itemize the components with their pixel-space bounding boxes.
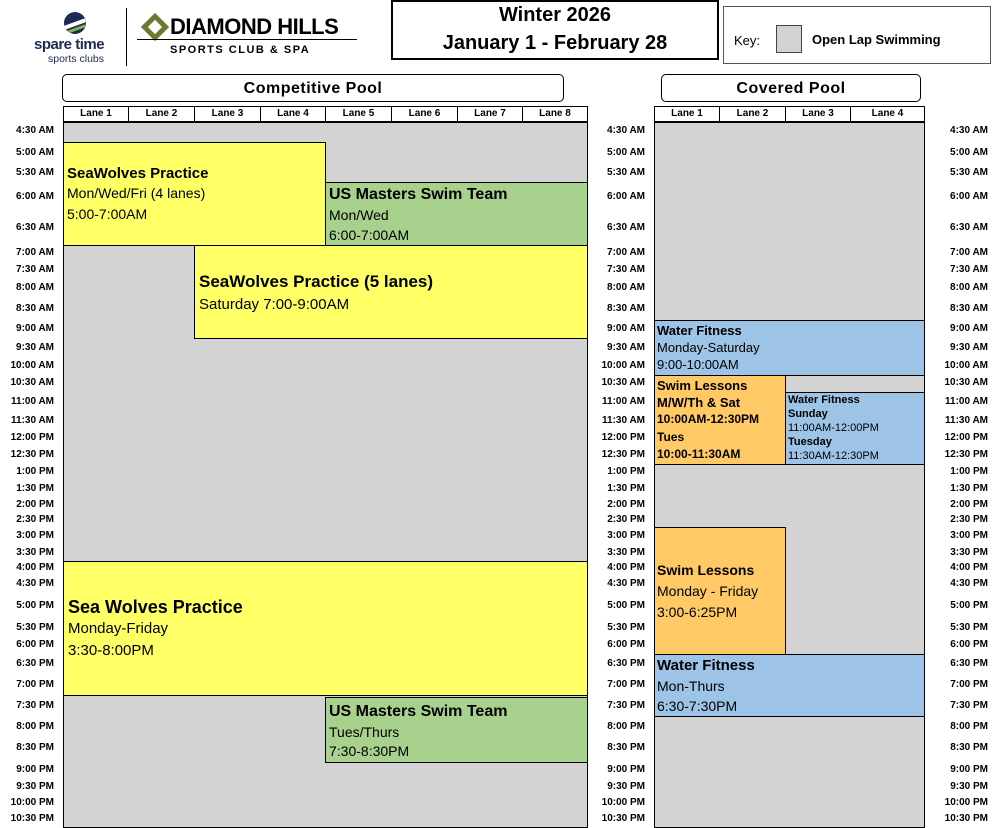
time-label: 7:30 PM <box>950 700 988 711</box>
key-label: Key: <box>734 33 761 48</box>
time-label: 9:00 PM <box>950 764 988 775</box>
time-label: 6:00 PM <box>607 639 645 650</box>
time-label: 4:00 PM <box>16 562 54 573</box>
time-label: 9:30 PM <box>607 781 645 792</box>
time-label: 4:00 PM <box>950 562 988 573</box>
event-seawolves-saturday <box>194 245 588 339</box>
time-label: 6:30 PM <box>950 658 988 669</box>
event-title: US Masters Swim Team <box>329 186 508 203</box>
time-label: 8:00 AM <box>607 282 645 293</box>
spare-time-logo <box>26 8 126 68</box>
time-label: 8:00 PM <box>950 721 988 732</box>
event-line: Sunday <box>788 408 828 420</box>
time-label: 3:00 PM <box>16 530 54 541</box>
event-days: Monday - Friday <box>657 583 759 599</box>
time-label: 7:00 PM <box>607 679 645 690</box>
time-label: 10:00 PM <box>10 797 54 808</box>
time-label: 8:30 AM <box>16 303 54 314</box>
time-label: 10:30 AM <box>601 377 645 388</box>
time-label: 10:30 AM <box>944 377 988 388</box>
event-title: SeaWolves Practice <box>67 165 209 182</box>
time-label: 4:30 PM <box>607 578 645 589</box>
event-swim-lessons-afternoon <box>654 527 786 655</box>
season-box <box>391 0 719 60</box>
time-label: 4:30 PM <box>950 578 988 589</box>
event-swim-lessons-morning <box>654 375 786 465</box>
time-label: 6:30 PM <box>16 658 54 669</box>
event-title: Sea Wolves Practice <box>68 597 243 617</box>
event-masters-evening <box>325 697 588 763</box>
time-label: 12:00 PM <box>10 432 54 443</box>
time-label: 7:00 AM <box>950 247 988 258</box>
event-days: Mon-Thurs <box>657 678 725 694</box>
diamond-hills-logo-icon <box>141 13 169 41</box>
spare-time-logo-icon <box>64 12 86 34</box>
time-label: 2:00 PM <box>16 499 54 510</box>
time-label: 12:00 PM <box>601 432 645 443</box>
time-label: 2:00 PM <box>950 499 988 510</box>
event-time: 5:00-7:00AM <box>67 206 148 222</box>
competitive-pool-title: Competitive Pool <box>62 74 564 102</box>
key-open-lap-label: Open Lap Swimming <box>812 32 941 47</box>
time-label: 7:30 AM <box>607 264 645 275</box>
time-label: 11:00 AM <box>945 396 988 407</box>
time-label: 6:30 AM <box>16 222 54 233</box>
event-days: Monday-Saturday <box>657 340 760 355</box>
time-label: 8:30 PM <box>607 742 645 753</box>
time-label: 1:00 PM <box>607 466 645 477</box>
time-label: 3:00 PM <box>950 530 988 541</box>
time-label: 8:00 PM <box>16 721 54 732</box>
time-label: 7:30 AM <box>950 264 988 275</box>
time-label: 10:00 PM <box>601 797 645 808</box>
event-line: Tuesday <box>788 436 832 448</box>
event-days: Mon/Wed/Fri (4 lanes) <box>67 185 206 201</box>
time-label: 4:30 AM <box>16 125 54 136</box>
time-label: 10:30 AM <box>10 377 54 388</box>
time-label: 2:30 PM <box>16 514 54 525</box>
event-line: 11:30AM-12:30PM <box>788 450 879 462</box>
time-label: 8:00 PM <box>607 721 645 732</box>
time-label: 5:00 PM <box>607 600 645 611</box>
time-label: 4:30 PM <box>16 578 54 589</box>
time-label: 7:00 PM <box>16 679 54 690</box>
time-label: 5:30 PM <box>607 622 645 633</box>
time-label: 8:30 AM <box>607 303 645 314</box>
time-label: 10:30 PM <box>10 813 54 824</box>
time-label: 5:00 PM <box>950 600 988 611</box>
season-dates: January 1 - February 28 <box>442 32 668 54</box>
time-label: 7:00 AM <box>607 247 645 258</box>
event-time: 6:00-7:00AM <box>329 227 410 243</box>
time-label: 2:30 PM <box>950 514 988 525</box>
time-label: 7:30 AM <box>16 264 54 275</box>
time-label: 3:30 PM <box>16 547 54 558</box>
event-line: 10:00AM-12:30PM <box>657 412 760 426</box>
time-label: 11:30 AM <box>945 415 988 426</box>
time-label: 6:30 AM <box>950 222 988 233</box>
time-label: 12:30 PM <box>601 449 645 460</box>
time-label: 6:00 AM <box>607 191 645 202</box>
event-title: Swim Lessons <box>657 562 755 578</box>
diamond-hills-logo-name: DIAMOND HILLS <box>170 14 339 39</box>
event-time: 6:30-7:30PM <box>657 698 738 714</box>
time-label: 5:30 AM <box>607 167 645 178</box>
time-label: 1:00 PM <box>16 466 54 477</box>
event-water-fitness-midday <box>785 392 925 465</box>
time-label: 9:00 PM <box>16 764 54 775</box>
time-label: 8:00 AM <box>950 282 988 293</box>
time-label: 4:30 AM <box>950 125 988 136</box>
event-time: 3:00-6:25PM <box>657 604 738 620</box>
event-line: Tues <box>657 430 685 444</box>
time-label: 9:30 PM <box>950 781 988 792</box>
time-label: 7:30 PM <box>16 700 54 711</box>
event-time: 7:30-8:30PM <box>329 743 410 759</box>
event-seawolves-afternoon <box>63 561 588 696</box>
event-water-fitness-morning <box>654 320 925 376</box>
time-label: 5:30 AM <box>16 167 54 178</box>
time-label: 12:30 PM <box>10 449 54 460</box>
diamond-hills-logo-sub: SPORTS CLUB & SPA <box>170 44 311 56</box>
time-label: 1:00 PM <box>950 466 988 477</box>
time-label: 5:00 PM <box>16 600 54 611</box>
season-title: Winter 2026 <box>498 4 612 26</box>
time-label: 1:30 PM <box>16 483 54 494</box>
time-label: 7:30 PM <box>607 700 645 711</box>
time-label: 9:00 AM <box>950 323 988 334</box>
time-label: 11:00 AM <box>11 396 54 407</box>
time-label: 6:00 AM <box>950 191 988 202</box>
time-label: 9:00 PM <box>607 764 645 775</box>
time-label: 9:30 AM <box>950 342 988 353</box>
key-open-lap-swatch <box>776 25 802 53</box>
event-seawolves-early <box>63 142 326 246</box>
time-label: 3:30 PM <box>607 547 645 558</box>
time-label: 8:30 PM <box>950 742 988 753</box>
time-label: 5:30 AM <box>950 167 988 178</box>
event-days: Mon/Wed <box>329 207 389 223</box>
time-label: 1:30 PM <box>950 483 988 494</box>
covered-lane-header: Lane 2 <box>719 106 786 122</box>
diamond-hills-logo-line <box>137 39 357 40</box>
time-label: 9:30 AM <box>16 342 54 353</box>
logo-divider <box>126 8 127 66</box>
time-label: 9:30 AM <box>607 342 645 353</box>
event-title: Water Fitness <box>657 323 742 338</box>
time-label: 11:00 AM <box>602 396 645 407</box>
time-label: 1:30 PM <box>607 483 645 494</box>
event-time: 9:00-10:00AM <box>657 357 739 372</box>
time-label: 3:00 PM <box>607 530 645 541</box>
time-label: 12:30 PM <box>944 449 988 460</box>
time-label: 9:30 PM <box>16 781 54 792</box>
time-label: 5:30 PM <box>950 622 988 633</box>
time-label: 10:00 PM <box>944 797 988 808</box>
event-days: Saturday 7:00-9:00AM <box>199 296 350 313</box>
competitive-lane-header: Lane 6 <box>391 106 458 122</box>
time-label: 4:30 AM <box>607 125 645 136</box>
time-label: 10:30 PM <box>601 813 645 824</box>
event-title: US Masters Swim Team <box>329 703 508 720</box>
competitive-lane-header: Lane 5 <box>325 106 392 122</box>
competitive-lane-header: Lane 1 <box>63 106 129 122</box>
event-time: 3:30-8:00PM <box>68 642 154 659</box>
event-title: Swim Lessons <box>657 378 748 393</box>
covered-lane-header: Lane 4 <box>850 106 925 122</box>
time-label: 5:00 AM <box>950 147 988 158</box>
time-label: 7:00 PM <box>950 679 988 690</box>
covered-pool-title: Covered Pool <box>661 74 921 102</box>
time-label: 2:00 PM <box>607 499 645 510</box>
competitive-lane-header: Lane 7 <box>457 106 523 122</box>
time-label: 10:00 AM <box>601 360 645 371</box>
covered-lane-header: Lane 1 <box>654 106 720 122</box>
time-label: 11:30 AM <box>11 415 54 426</box>
event-line: 10:00-11:30AM <box>657 447 741 461</box>
event-title: SeaWolves Practice (5 lanes) <box>199 272 434 291</box>
time-label: 6:30 PM <box>607 658 645 669</box>
time-label: 6:00 PM <box>950 639 988 650</box>
time-label: 10:30 PM <box>944 813 988 824</box>
time-label: 2:30 PM <box>607 514 645 525</box>
competitive-lane-header: Lane 3 <box>194 106 261 122</box>
time-label: 10:00 AM <box>10 360 54 371</box>
event-water-fitness-evening <box>654 654 925 717</box>
time-label: 6:00 AM <box>16 191 54 202</box>
time-label: 4:00 PM <box>607 562 645 573</box>
time-label: 8:00 AM <box>16 282 54 293</box>
covered-pool-open-lap <box>654 122 925 828</box>
event-line: 11:00AM-12:00PM <box>788 422 879 434</box>
time-label: 5:00 AM <box>607 147 645 158</box>
event-title: Water Fitness <box>788 394 860 406</box>
competitive-lane-header: Lane 8 <box>522 106 588 122</box>
time-label: 11:30 AM <box>602 415 645 426</box>
time-label: 9:00 AM <box>16 323 54 334</box>
time-label: 6:30 AM <box>607 222 645 233</box>
event-line: M/W/Th & Sat <box>657 395 741 410</box>
spare-time-logo-name: spare time <box>34 36 105 53</box>
time-label: 8:30 PM <box>16 742 54 753</box>
event-title: Water Fitness <box>657 657 755 674</box>
key-box <box>723 6 991 64</box>
spare-time-logo-sub: sports clubs <box>48 53 105 65</box>
competitive-lane-header: Lane 4 <box>260 106 326 122</box>
time-label: 10:00 AM <box>944 360 988 371</box>
time-label: 8:30 AM <box>950 303 988 314</box>
time-label: 9:00 AM <box>607 323 645 334</box>
time-label: 5:00 AM <box>16 147 54 158</box>
time-label: 12:00 PM <box>944 432 988 443</box>
time-label: 6:00 PM <box>16 639 54 650</box>
covered-lane-header: Lane 3 <box>785 106 851 122</box>
time-label: 7:00 AM <box>16 247 54 258</box>
time-label: 3:30 PM <box>950 547 988 558</box>
event-masters-morning <box>325 182 588 246</box>
competitive-lane-header: Lane 2 <box>128 106 195 122</box>
event-days: Monday-Friday <box>68 620 169 637</box>
time-label: 5:30 PM <box>16 622 54 633</box>
event-days: Tues/Thurs <box>329 724 400 740</box>
